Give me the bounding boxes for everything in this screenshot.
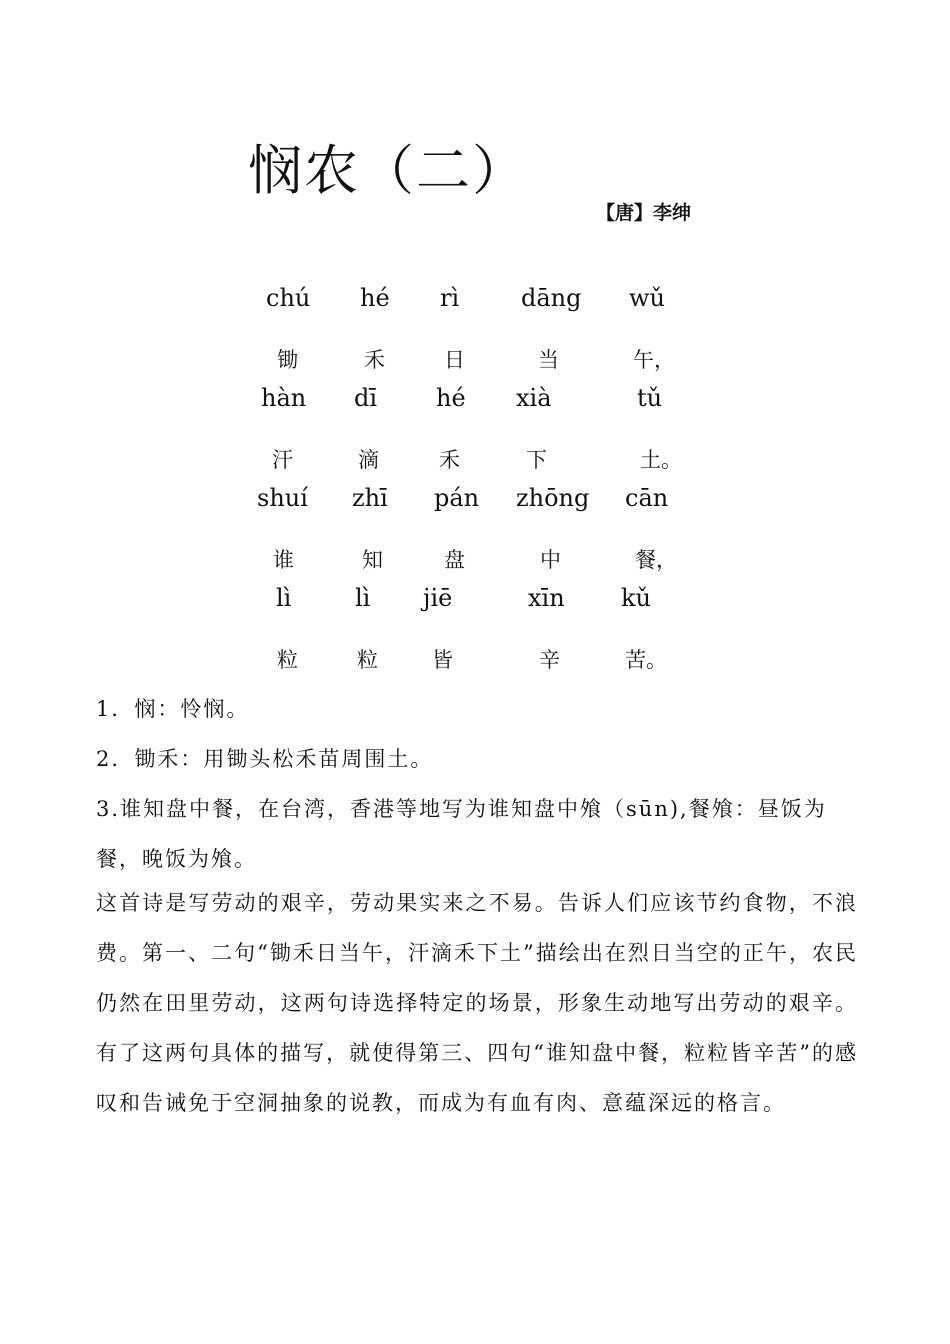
pinyin-syllable: xià [516,384,552,412]
pinyin-syllable: hàn [261,384,307,412]
pinyin-syllable: cān [625,484,669,512]
note-item: 1．悯：怜悯。 [96,697,250,721]
hanzi-char: 禾 [439,448,460,472]
hanzi-char: 当 [538,348,559,372]
hanzi-char: 午， [633,348,675,372]
hanzi-char: 锄 [277,348,298,372]
pinyin-syllable: chú [266,284,311,312]
hanzi-char: 谁 [273,548,294,572]
pinyin-syllable: dī [354,384,378,412]
pinyin-syllable: tǔ [637,384,663,412]
pinyin-syllable: rì [440,284,460,312]
hanzi-char: 日 [444,348,465,372]
pinyin-syllable: shuí [257,484,308,512]
hanzi-char: 下 [526,448,547,472]
hanzi-char: 汗 [272,448,293,472]
pinyin-syllable: hé [436,384,466,412]
annotation-notes [96,684,858,884]
pinyin-syllable: zhōng [516,484,590,512]
pinyin-syllable: kǔ [621,584,651,612]
hanzi-char: 粒 [357,648,378,672]
pinyin-syllable: wǔ [629,284,665,312]
pinyin-syllable: dāng [521,284,582,312]
pinyin-syllable: lì [355,584,371,612]
note-item: 3.谁知盘中餐，在台湾，香港等地写为谁知盘中飧（sūn),餐飧：昼饭为餐，晚饭为飧。 [96,797,827,871]
hanzi-char: 辛 [539,648,560,672]
pinyin-syllable: pán [434,484,480,512]
pinyin-syllable: lì [276,584,292,612]
poem-title: 悯农（二） [248,139,528,202]
poem-analysis: 这首诗是写劳动的艰辛，劳动果实来之不易。告诉人们应该节约食物，不浪费。第一、二句“锄禾日当午，汗滴禾下土”描绘出在烈日当空的正午，农民仍然在田里劳动，这两句诗选择特定的场景，形象生动地写出劳动的艰辛。有了这两句具体的描写，就使得第三、四句“谁知盘中餐，粒粒皆辛苦”的感叹和告诫免于空洞抽象的说教，而成为有血有肉、意蕴深远的格言。 [96,891,859,1115]
pinyin-syllable: zhī [352,484,388,512]
hanzi-char: 皆 [432,648,453,672]
poem-author: 【唐】李绅 [596,202,692,224]
hanzi-char: 知 [362,548,383,572]
pinyin-syllable: jiē [423,584,453,612]
hanzi-char: 粒 [277,648,298,672]
hanzi-char: 苦。 [625,648,667,672]
hanzi-char: 滴 [358,448,379,472]
pinyin-syllable: xīn [528,584,565,612]
pinyin-syllable: hé [360,284,390,312]
hanzi-char: 土。 [640,448,682,472]
hanzi-char: 中 [540,548,561,572]
note-item: 2．锄禾：用锄头松禾苗周围土。 [96,747,434,771]
hanzi-char: 盘 [444,548,465,572]
hanzi-char: 餐， [635,548,677,572]
hanzi-char: 禾 [364,348,385,372]
